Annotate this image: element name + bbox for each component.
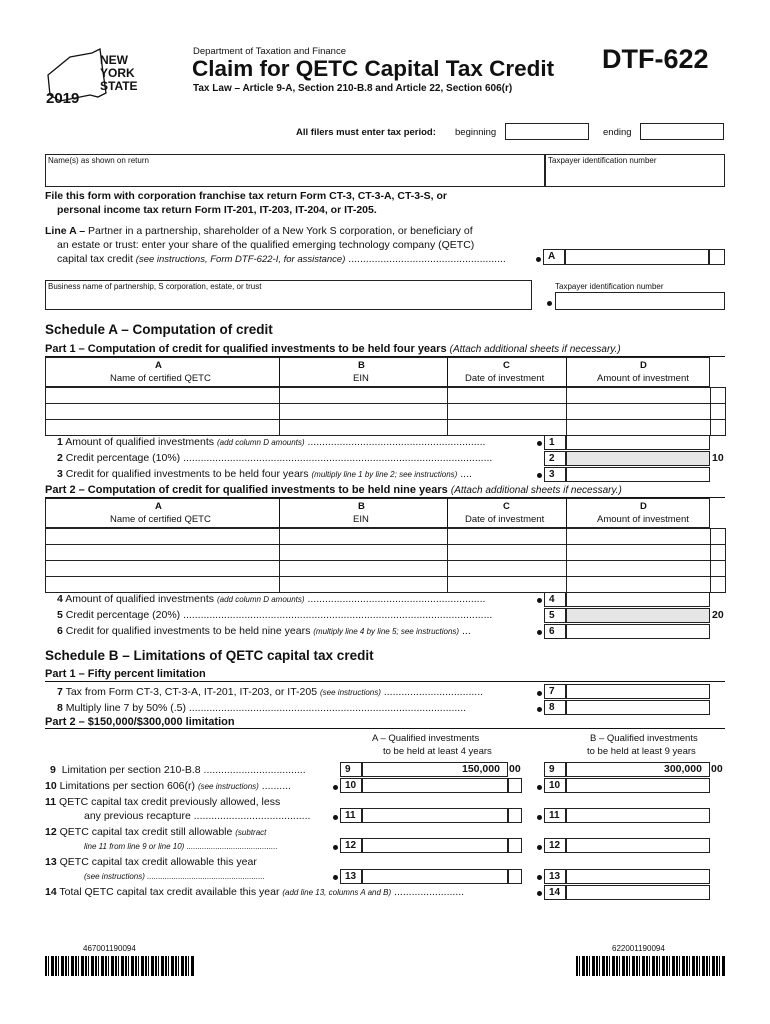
table-cell[interactable]	[280, 388, 448, 404]
line-a-label: Line A –	[45, 225, 86, 237]
line-1: 1 Amount of qualified investments (add column D amounts) .............................................................	[57, 436, 486, 448]
line-2-box: 2	[544, 451, 566, 466]
line-6: 6 Credit for qualified investments to be held nine years (multiply line 4 by line 5; see instructions) ...	[57, 625, 471, 637]
form-number: DTF-622	[602, 44, 709, 74]
table-row	[46, 529, 726, 545]
col-divider	[566, 498, 567, 528]
col-name-c: Date of investment	[465, 514, 545, 525]
tin-label-2: Taxpayer identification number	[555, 282, 664, 291]
col-letter-a: A	[155, 501, 162, 512]
table-row	[46, 545, 726, 561]
line-13a-amount[interactable]	[362, 869, 508, 884]
bullet-icon	[537, 441, 542, 446]
ending-label: ending	[603, 127, 632, 138]
bullet-icon	[537, 707, 542, 712]
line-11a-box: 11	[340, 808, 362, 823]
table-cell[interactable]	[567, 561, 711, 577]
table-cell[interactable]	[280, 404, 448, 420]
line-10: 10 Limitations per section 606(r) (see instructions) ..........	[45, 780, 291, 792]
line-8: 8 Multiply line 7 by 50% (.5) ...............................................................................................	[57, 702, 467, 714]
table-cell[interactable]	[448, 577, 567, 593]
line-13b: (see instructions) .....................................................	[84, 872, 265, 881]
part1-note: (Attach additional sheets if necessary.)	[449, 344, 621, 355]
line-11b-box: 11	[544, 808, 566, 823]
form-year: 2019	[46, 90, 80, 107]
line-9-label: Limitation per section 210-B.8	[61, 764, 201, 776]
bullet-icon	[537, 473, 542, 478]
line-11b-label: any previous recapture	[84, 810, 191, 822]
table-row	[46, 388, 726, 404]
line-11b: any previous recapture ........................................	[84, 810, 311, 822]
line-13a: 13 QETC capital tax credit allowable this year	[45, 856, 257, 868]
footer-code-left: 467001190094	[83, 944, 136, 953]
line-11b-amount[interactable]	[566, 808, 710, 823]
line-13a-box: 13	[340, 869, 362, 884]
line-7-box: 7	[544, 684, 566, 699]
table-cell[interactable]	[448, 529, 567, 545]
table-cell[interactable]	[280, 529, 448, 545]
col-letter-d: D	[640, 360, 647, 371]
table-cell[interactable]	[567, 577, 711, 593]
line-9: 9 Limitation per section 210-B.8 ...................................	[50, 764, 306, 776]
footer-code-right: 622001190094	[612, 944, 665, 953]
file-note-2: personal income tax return Form IT-201, IT-203, IT-204, or IT-205.	[57, 204, 377, 216]
table-cell[interactable]	[711, 545, 726, 561]
logo-state: STATE	[100, 79, 138, 93]
table-cell[interactable]	[46, 545, 280, 561]
line-10b-box: 10	[544, 778, 566, 793]
line-12b-note: line 11 from line 9 or line 10)	[84, 842, 185, 851]
table-cell[interactable]	[711, 388, 726, 404]
line-12a: 12 QETC capital tax credit still allowable (subtract	[45, 826, 267, 838]
line-4-amount[interactable]	[566, 592, 710, 607]
part1-title	[45, 343, 621, 355]
table-cell[interactable]	[567, 404, 711, 420]
form-subtitle: Tax Law – Article 9-A, Section 210-B.8 and Article 22, Section 606(r)	[193, 83, 513, 94]
line-3-box: 3	[544, 467, 566, 482]
line-2-value: 10	[712, 452, 724, 464]
line-6-box: 6	[544, 624, 566, 639]
line-7-amount[interactable]	[566, 684, 710, 699]
bullet-icon	[537, 875, 542, 880]
form-title: Claim for QETC Capital Tax Credit	[192, 56, 555, 81]
line-14-box: 14	[544, 885, 566, 900]
line-10a-cents[interactable]	[508, 778, 522, 793]
col-name-d: Amount of investment	[597, 373, 689, 384]
table-cell[interactable]	[46, 388, 280, 404]
line-13b-note: (see instructions)	[84, 872, 145, 881]
line-a-cents[interactable]	[709, 249, 725, 265]
line-12a-amount[interactable]	[362, 838, 508, 853]
bullet-icon	[537, 630, 542, 635]
table-cell[interactable]	[280, 545, 448, 561]
table-cell[interactable]	[567, 529, 711, 545]
line-10a-box: 10	[340, 778, 362, 793]
line-12a-cents[interactable]	[508, 838, 522, 853]
bullet-icon	[333, 845, 338, 850]
bullet-icon	[333, 815, 338, 820]
line-14: 14 Total QETC capital tax credit available this year (add line 13, columns A and B) ........................	[45, 886, 465, 898]
barcode-left	[45, 956, 195, 976]
bullet-icon	[537, 891, 542, 896]
line-8-label: Multiply line 7 by 50% (.5)	[65, 702, 186, 714]
line-1-box: 1	[544, 435, 566, 450]
bullet-icon	[537, 815, 542, 820]
bullet-icon	[537, 785, 542, 790]
col-letter-b: B	[358, 360, 365, 371]
line-3-note: (multiply line 1 by line 2; see instructions)	[311, 470, 458, 479]
period-beginning-input[interactable]	[505, 123, 589, 140]
divider	[45, 681, 725, 682]
table-cell[interactable]	[567, 420, 711, 436]
col-name-b: EIN	[353, 373, 369, 384]
col-a-heading-2: to be held at least 4 years	[383, 746, 492, 757]
tin-label: Taxpayer identification number	[548, 156, 657, 165]
col-b-heading-2: to be held at least 9 years	[587, 746, 696, 757]
part2-title	[45, 484, 622, 496]
col-divider	[447, 498, 448, 528]
table-cell[interactable]	[280, 577, 448, 593]
beginning-label: beginning	[455, 127, 497, 138]
business-tin-field[interactable]	[555, 292, 725, 310]
line-a-text-3-main: capital tax credit	[57, 253, 133, 265]
table-cell[interactable]	[711, 577, 726, 593]
line-11a-cents[interactable]	[508, 808, 522, 823]
line-a-text-1	[45, 225, 473, 237]
line-12b: line 11 from line 9 or line 10) .........................................	[84, 842, 278, 851]
part2-investment-table	[45, 528, 726, 593]
part2-note: (Attach additional sheets if necessary.)	[450, 485, 622, 496]
col-name-a: Name of certified QETC	[110, 514, 211, 525]
file-note-1: File this form with corporation franchise tax return Form CT-3, CT-3-A, CT-3-S, or	[45, 190, 447, 202]
table-cell[interactable]	[46, 577, 280, 593]
department-name: Department of Taxation and Finance	[193, 46, 346, 57]
line-14-note: (add line 13, columns A and B)	[282, 888, 392, 897]
line-2-label: Credit percentage (10%)	[65, 452, 181, 464]
col-b-heading-1: B – Qualified investments	[590, 733, 698, 744]
line-10-note: (see instructions)	[197, 782, 259, 791]
schedule-b-part1-title: Part 1 – Fifty percent limitation	[45, 668, 206, 680]
table-cell[interactable]	[46, 561, 280, 577]
line-14-amount[interactable]	[566, 885, 710, 900]
line-9a-value: 150,000	[462, 763, 500, 775]
bullet-icon	[536, 257, 541, 262]
table-cell[interactable]	[280, 561, 448, 577]
line-8-box: 8	[544, 700, 566, 715]
line-13a-label: QETC capital tax credit allowable this year	[59, 856, 257, 868]
line-a-text-1-rest: Partner in a partnership, shareholder of a New York S corporation, or beneficiary of	[85, 225, 473, 237]
line-13b-box: 13	[544, 869, 566, 884]
line-14-label: Total QETC capital tax credit available this year	[59, 886, 280, 898]
bullet-icon	[333, 875, 338, 880]
line-9a-box: 9	[340, 762, 362, 777]
col-letter-d: D	[640, 501, 647, 512]
divider	[45, 728, 725, 729]
col-divider	[279, 498, 280, 528]
schedule-b-title: Schedule B – Limitations of QETC capital tax credit	[45, 648, 374, 663]
table-cell[interactable]	[567, 388, 711, 404]
part1-investment-table	[45, 387, 726, 436]
col-letter-c: C	[503, 360, 510, 371]
line-a-text-3: capital tax credit (see instructions, Form DTF-622-I, for assistance) ......................................................	[57, 253, 506, 265]
line-7-label: Tax from Form CT-3, CT-3-A, IT-201, IT-203, or IT-205	[65, 686, 318, 698]
line-10a-amount[interactable]	[362, 778, 508, 793]
line-5: 5 Credit percentage (20%) ..........................................................................................................	[57, 609, 493, 621]
col-letter-b: B	[358, 501, 365, 512]
line-1-amount[interactable]	[566, 435, 710, 450]
bullet-icon	[537, 845, 542, 850]
line-12a-note: (subtract	[235, 828, 267, 837]
col-letter-a: A	[155, 360, 162, 371]
line-9b-box: 9	[544, 762, 566, 777]
line-5-amount	[566, 608, 710, 623]
line-5-value: 20	[712, 609, 724, 621]
line-4: 4 Amount of qualified investments (add column D amounts) .............................................................	[57, 593, 486, 605]
table-cell[interactable]	[711, 420, 726, 436]
table-cell[interactable]	[567, 545, 711, 561]
table-cell[interactable]	[448, 420, 567, 436]
col-divider	[566, 357, 567, 387]
line-12b-amount[interactable]	[566, 838, 710, 853]
bullet-icon	[537, 598, 542, 603]
table-row	[46, 420, 726, 436]
table-cell[interactable]	[46, 529, 280, 545]
line-5-label: Credit percentage (20%)	[65, 609, 181, 621]
barcode-right	[576, 956, 726, 976]
table-cell[interactable]	[280, 420, 448, 436]
col-name-b: EIN	[353, 514, 369, 525]
table-cell[interactable]	[448, 388, 567, 404]
line-8-amount[interactable]	[566, 700, 710, 715]
line-1-label: Amount of qualified investments	[65, 436, 215, 448]
line-13a-cents[interactable]	[508, 869, 522, 884]
table-cell[interactable]	[711, 404, 726, 420]
schedule-b-part2-title: Part 2 – $150,000/$300,000 limitation	[45, 716, 235, 728]
line-a-code: A	[543, 249, 565, 265]
line-10-label: Limitations per section 606(r)	[59, 780, 196, 792]
table-cell[interactable]	[46, 404, 280, 420]
line-11a-amount[interactable]	[362, 808, 508, 823]
part2-title-text: Part 2 – Computation of credit for qualified investments to be held nine years	[45, 484, 448, 496]
table-row	[46, 577, 726, 593]
col-divider	[447, 357, 448, 387]
table-cell[interactable]	[46, 420, 280, 436]
line-11a-label: QETC capital tax credit previously allowed, less	[59, 796, 281, 808]
line-12b-box: 12	[544, 838, 566, 853]
table-cell[interactable]	[711, 529, 726, 545]
table-cell[interactable]	[711, 561, 726, 577]
line-4-note: (add column D amounts)	[216, 595, 305, 604]
line-2-amount	[566, 451, 710, 466]
col-letter-c: C	[503, 501, 510, 512]
line-2: 2 Credit percentage (10%) ..........................................................................................................	[57, 452, 493, 464]
line-7-note: (see instructions)	[320, 688, 381, 697]
col-name-d: Amount of investment	[597, 514, 689, 525]
logo-new: NEW	[100, 53, 128, 67]
line-6-label: Credit for qualified investments to be held nine years	[65, 625, 311, 637]
col-divider	[279, 357, 280, 387]
line-3-amount[interactable]	[566, 467, 710, 482]
line-1-num: 1	[57, 436, 63, 448]
table-cell[interactable]	[448, 545, 567, 561]
line-12a-label: QETC capital tax credit still allowable	[59, 826, 233, 838]
line-9b-value: 300,000	[664, 763, 702, 775]
line-a-text-2: an estate or trust: enter your share of the qualified emerging technology company (QETC)	[57, 239, 475, 251]
line-3: 3 Credit for qualified investments to be held four years (multiply line 1 by line 2; see instructions) ....	[57, 468, 472, 480]
line-11a: 11 QETC capital tax credit previously allowed, less	[45, 796, 281, 808]
line-12a-box: 12	[340, 838, 362, 853]
line-4-box: 4	[544, 592, 566, 607]
col-name-c: Date of investment	[465, 373, 545, 384]
line-5-box: 5	[544, 608, 566, 623]
line-6-amount[interactable]	[566, 624, 710, 639]
line-a-amount[interactable]	[565, 249, 709, 265]
schedule-a-title: Schedule A – Computation of credit	[45, 322, 273, 337]
bullet-icon	[547, 301, 552, 306]
line-9a-cents: 00	[509, 763, 521, 775]
line-13b-amount[interactable]	[566, 869, 710, 884]
table-cell[interactable]	[448, 404, 567, 420]
line-9b-cents: 00	[711, 763, 723, 775]
col-a-heading-1: A – Qualified investments	[372, 733, 480, 744]
table-cell[interactable]	[448, 561, 567, 577]
line-6-note: (multiply line 4 by line 5; see instructions)	[313, 627, 460, 636]
line-7: 7 Tax from Form CT-3, CT-3-A, IT-201, IT-203, or IT-205 (see instructions) ..................................	[57, 686, 484, 698]
line-a-text-3-note: (see instructions, Form DTF-622-I, for assistance)	[135, 254, 346, 265]
bullet-icon	[537, 691, 542, 696]
table-row	[46, 561, 726, 577]
tax-period-label: All filers must enter tax period:	[296, 127, 436, 138]
name-label: Name(s) as shown on return	[48, 156, 149, 165]
line-10b-amount[interactable]	[566, 778, 710, 793]
part1-title-text: Part 1 – Computation of credit for qualified investments to be held four years	[45, 343, 447, 355]
business-name-label: Business name of partnership, S corporation, estate, or trust	[48, 282, 262, 291]
col-name-a: Name of certified QETC	[110, 373, 211, 384]
period-ending-input[interactable]	[640, 123, 724, 140]
table-row	[46, 404, 726, 420]
line-4-label: Amount of qualified investments	[65, 593, 215, 605]
line-3-label: Credit for qualified investments to be held four years	[65, 468, 309, 480]
logo-york: YORK	[100, 66, 135, 80]
line-1-note: (add column D amounts)	[216, 438, 305, 447]
bullet-icon	[333, 785, 338, 790]
